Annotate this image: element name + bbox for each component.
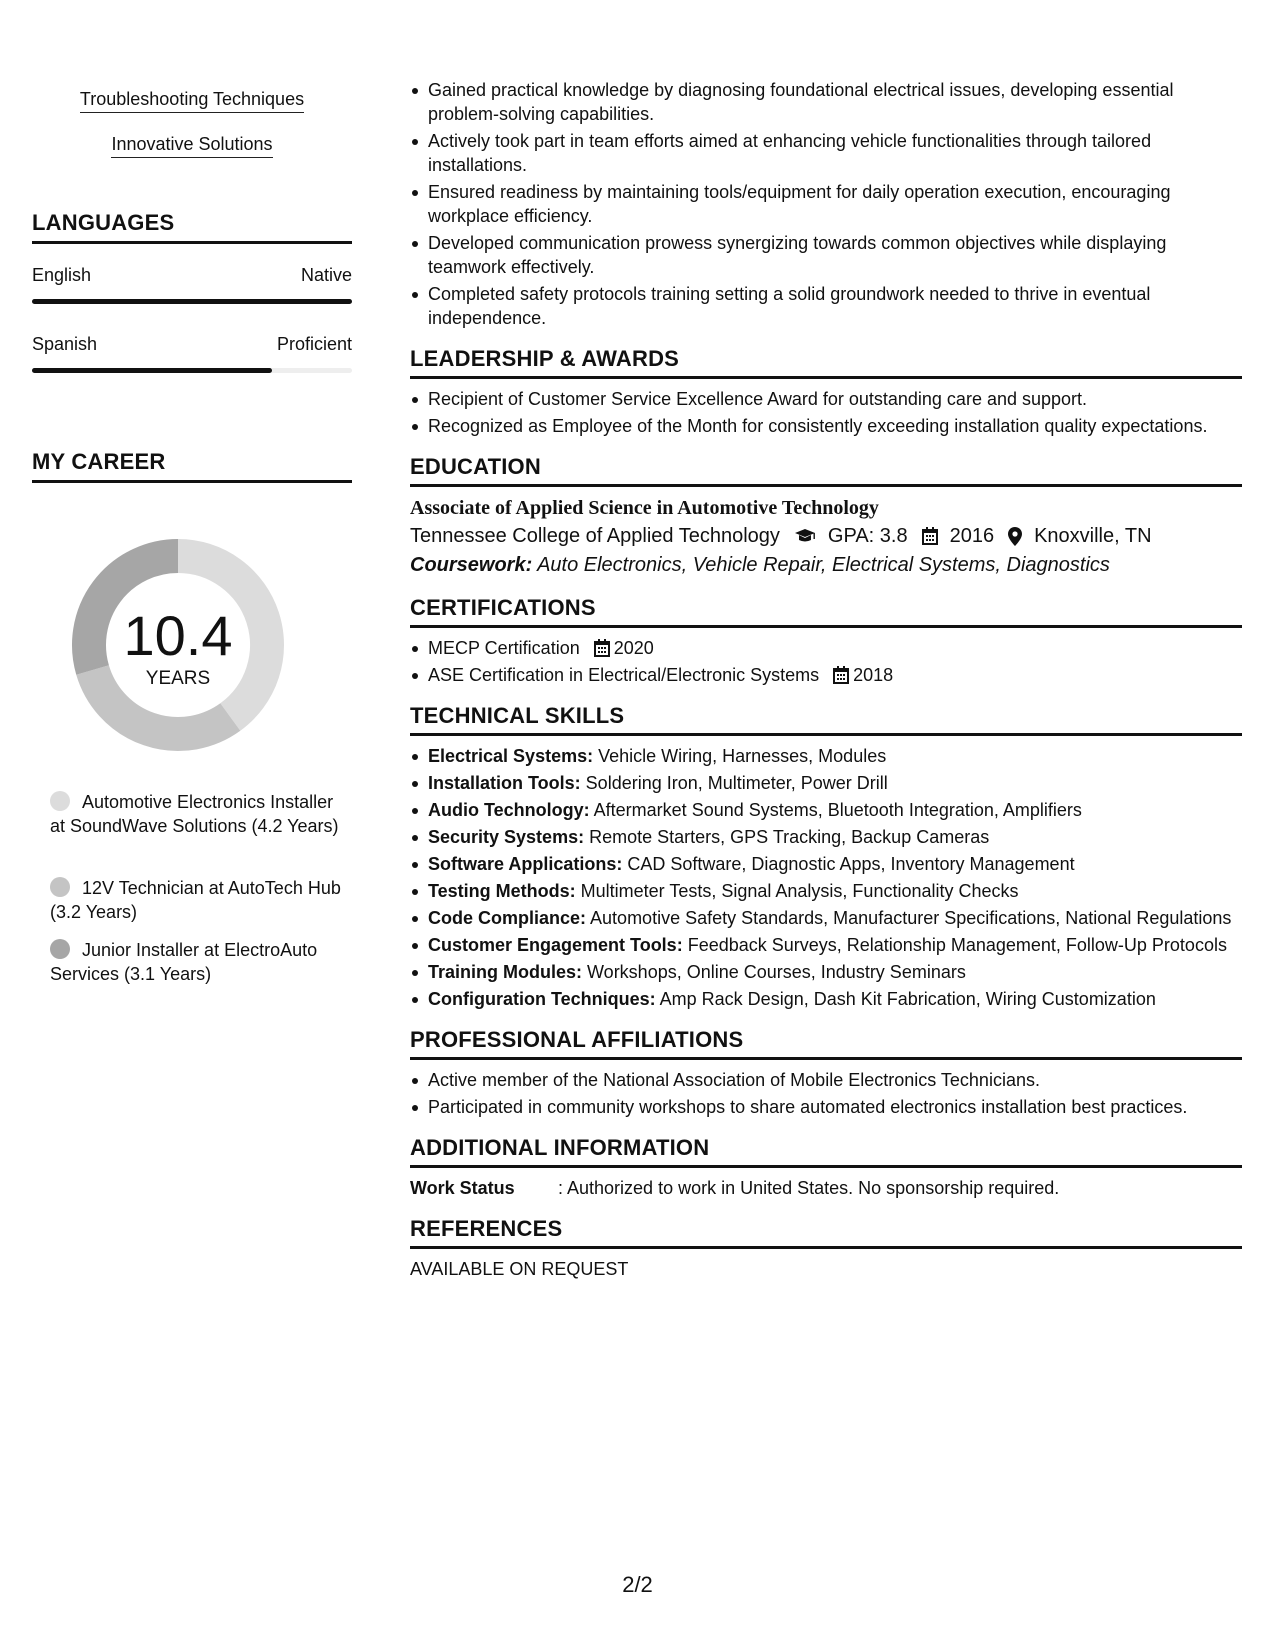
- additional-info-heading: ADDITIONAL INFORMATION: [410, 1135, 1242, 1168]
- legend-dot: [50, 877, 70, 897]
- graduation-cap-icon: [794, 528, 816, 544]
- experience-bullet: Actively took part in team efforts aimed at enhancing vehicle functionalities through tailored installations.: [428, 129, 1242, 177]
- technical-skill-item: [428, 771, 1242, 795]
- language-level: Native: [300, 265, 352, 285]
- language-bar: [32, 368, 352, 373]
- work-status-value: : Authorized to work in United States. No sponsorship required.: [558, 1178, 1060, 1198]
- technical-skill-item: [428, 744, 1242, 768]
- certification-item: [428, 663, 1242, 687]
- career-total-years: 10.4: [123, 604, 233, 667]
- calendar-icon: [833, 666, 849, 684]
- technical-skill-item: [428, 933, 1242, 957]
- gpa: GPA: 3.8: [827, 525, 908, 547]
- legend-dot: [50, 939, 70, 959]
- affiliation-item: Active member of the National Association of Mobile Electronics Technicians.: [428, 1068, 1242, 1092]
- skill-category: Audio Technology:: [428, 800, 590, 820]
- coursework-value: Auto Electronics, Vehicle Repair, Electrical Systems, Diagnostics: [532, 554, 1110, 576]
- skill-values: Amp Rack Design, Dash Kit Fabrication, Wiring Customization: [655, 989, 1156, 1009]
- skill-category: Installation Tools:: [428, 773, 581, 793]
- career-heading: MY CAREER: [32, 449, 352, 483]
- education-location: Knoxville, TN: [1034, 525, 1152, 547]
- language-name: Spanish: [32, 334, 98, 354]
- career-label: Junior Installer at ElectroAuto Services (3.1 Years): [50, 940, 318, 984]
- coursework: [410, 551, 1242, 579]
- career-donut-chart: [66, 533, 290, 757]
- leadership-item: Recognized as Employee of the Month for consistently exceeding installation quality expectations.: [428, 414, 1242, 438]
- skill-link[interactable]: [32, 88, 352, 110]
- skill-category: Code Compliance:: [428, 908, 587, 928]
- technical-skills-heading: TECHNICAL SKILLS: [410, 703, 1242, 736]
- language-row: [32, 265, 352, 286]
- skill-category: Electrical Systems:: [428, 746, 594, 766]
- location-pin-icon: [1008, 527, 1022, 546]
- education-heading: EDUCATION: [410, 454, 1242, 487]
- experience-bullet: Developed communication prowess synergizing towards common objectives while displaying teamwork effectively.: [428, 231, 1242, 279]
- skill-link[interactable]: [32, 133, 352, 155]
- calendar-icon: [594, 639, 610, 657]
- skill-values: Multimeter Tests, Signal Analysis, Functionality Checks: [575, 881, 1019, 901]
- coursework-label: Coursework:: [410, 554, 533, 576]
- experience-bullet: Completed safety protocols training setting a solid groundwork needed to thrive in eventual independence.: [428, 282, 1242, 330]
- certifications-heading: CERTIFICATIONS: [410, 595, 1242, 628]
- skill-values: Workshops, Online Courses, Industry Seminars: [582, 962, 966, 982]
- technical-skill-item: [428, 825, 1242, 849]
- skill-label: Innovative Solutions: [111, 134, 272, 158]
- skill-values: Feedback Surveys, Relationship Management, Follow-Up Protocols: [682, 935, 1227, 955]
- skill-values: Remote Starters, GPS Tracking, Backup Cameras: [584, 827, 990, 847]
- skill-values: Soldering Iron, Multimeter, Power Drill: [580, 773, 888, 793]
- right-column: [410, 78, 1242, 1281]
- skill-values: CAD Software, Diagnostic Apps, Inventory Management: [622, 854, 1075, 874]
- technical-skill-item: [428, 798, 1242, 822]
- career-label: 12V Technician at AutoTech Hub (3.2 Years): [50, 878, 341, 922]
- language-bar-fill: [32, 299, 352, 304]
- affiliations-list: [410, 1068, 1242, 1119]
- donut-center: [66, 533, 290, 757]
- technical-skills-list: [410, 744, 1242, 1011]
- career-label: Automotive Electronics Installer at SoundWave Solutions (4.2 Years): [50, 792, 339, 836]
- work-status-label: Work Status: [410, 1178, 515, 1198]
- certification-year: 2020: [613, 638, 654, 658]
- affiliation-item: Participated in community workshops to share automated electronics installation best practices.: [428, 1095, 1242, 1119]
- leadership-list: [410, 387, 1242, 438]
- references-heading: REFERENCES: [410, 1216, 1242, 1249]
- school-name: Tennessee College of Applied Technology: [410, 525, 780, 547]
- career-legend-item: [50, 876, 350, 924]
- skill-category: Configuration Techniques:: [428, 989, 656, 1009]
- education-details: [410, 521, 1242, 551]
- skill-values: Vehicle Wiring, Harnesses, Modules: [593, 746, 887, 766]
- legend-dot: [50, 791, 70, 811]
- experience-bullet: Ensured readiness by maintaining tools/equipment for daily operation execution, encouraging workplace efficiency.: [428, 180, 1242, 228]
- language-name: English: [32, 265, 92, 285]
- technical-skill-item: [428, 960, 1242, 984]
- certification-item: [428, 636, 1242, 660]
- technical-skill-item: [428, 987, 1242, 1011]
- career-total-unit: YEARS: [145, 668, 211, 689]
- skill-category: Customer Engagement Tools:: [428, 935, 683, 955]
- skill-category: Security Systems:: [428, 827, 585, 847]
- graduation-year: 2016: [949, 525, 995, 547]
- affiliations-heading: PROFESSIONAL AFFILIATIONS: [410, 1027, 1242, 1060]
- certifications-list: [410, 636, 1242, 687]
- experience-bullets: [410, 78, 1242, 330]
- references-text: AVAILABLE ON REQUEST: [410, 1259, 629, 1279]
- career-legend-item: [50, 938, 350, 986]
- certification-name: ASE Certification in Electrical/Electronic Systems: [428, 665, 820, 685]
- skill-label: Troubleshooting Techniques: [80, 89, 304, 113]
- technical-skill-item: [428, 852, 1242, 876]
- experience-bullet: Gained practical knowledge by diagnosing foundational electrical issues, developing essential problem-solving capabilities.: [428, 78, 1242, 126]
- technical-skill-item: [428, 906, 1242, 930]
- leadership-item: Recipient of Customer Service Excellence Award for outstanding care and support.: [428, 387, 1242, 411]
- work-status-row: [410, 1176, 1242, 1200]
- skill-category: Testing Methods:: [428, 881, 576, 901]
- language-row: [32, 334, 352, 355]
- certification-year: 2018: [853, 665, 894, 685]
- technical-skill-item: [428, 879, 1242, 903]
- language-bar: [32, 299, 352, 304]
- page-number: 2/2: [622, 1572, 653, 1597]
- skill-values: Automotive Safety Standards, Manufacturer Specifications, National Regulations: [586, 908, 1232, 928]
- skill-values: Aftermarket Sound Systems, Bluetooth Integration, Amplifiers: [589, 800, 1082, 820]
- leadership-heading: LEADERSHIP & AWARDS: [410, 346, 1242, 379]
- language-bar-fill: [32, 368, 272, 373]
- degree-title: Associate of Applied Science in Automotive Technology: [410, 497, 879, 519]
- language-level: Proficient: [276, 334, 352, 354]
- career-legend-item: [50, 790, 350, 838]
- calendar-icon: [922, 527, 938, 545]
- languages-heading: LANGUAGES: [32, 210, 352, 244]
- skill-category: Software Applications:: [428, 854, 623, 874]
- certification-name: MECP Certification: [428, 638, 580, 658]
- skill-category: Training Modules:: [428, 962, 583, 982]
